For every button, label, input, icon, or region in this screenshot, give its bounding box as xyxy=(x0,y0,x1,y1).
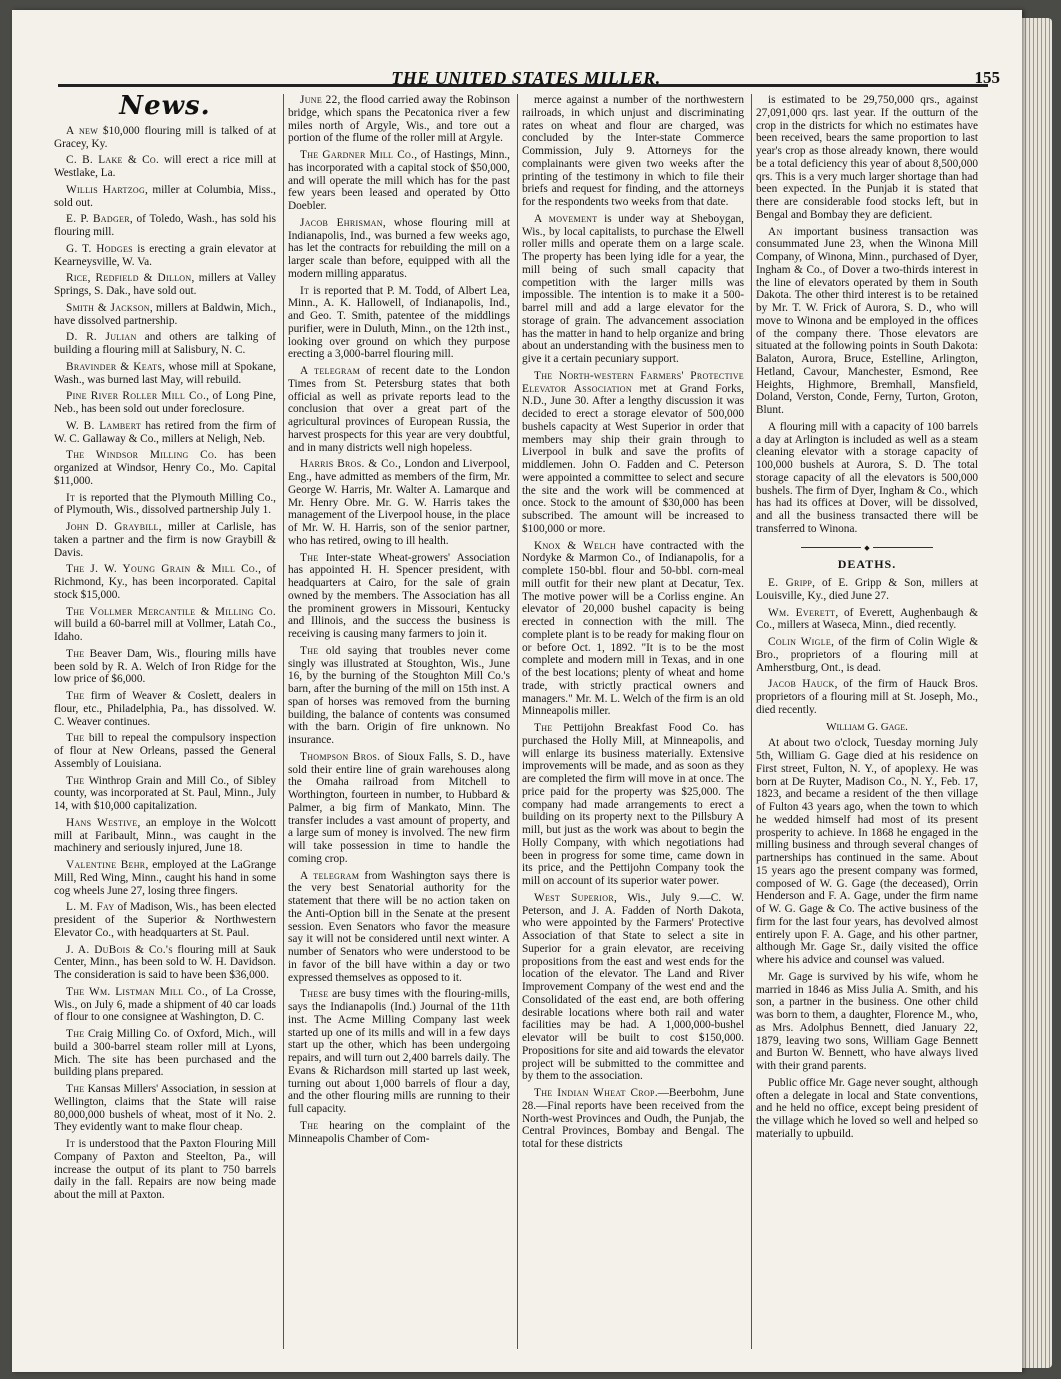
news-item xyxy=(54,302,276,328)
item-lead: The Vollmer Mercantile & Milling Co. xyxy=(66,605,276,618)
news-item xyxy=(54,361,276,387)
item-text: Winthrop Grain and Mill Co., of Sibley county, was incorporated at St. Paul, Minn., July 14, with $10,000 capitalization. xyxy=(54,774,276,812)
news-item xyxy=(54,243,276,269)
item-lead: Hans Westive xyxy=(66,816,138,829)
news-item xyxy=(54,1028,276,1079)
news-item xyxy=(288,149,510,213)
news-item xyxy=(54,690,276,728)
news-item xyxy=(54,184,276,210)
news-item xyxy=(54,606,276,644)
item-lead: John D. Graybill xyxy=(66,521,159,533)
item-lead: The J. W. Young Grain & Mill Co. xyxy=(66,563,259,576)
news-item xyxy=(522,722,744,888)
item-lead: Harris Bros. & Co. xyxy=(300,458,399,471)
item-text: flouring mill with a capacity of 100 barrels a day at Arlington is included as well as a steam cleaning elevator with a storage capacity of 100,000 bushels at Aurora, S. D. The total storage capacity of all the elevators is 500,000 bushels. The firm of Dyer, Ingham & Co., which has had its offices at Dover, will be dissolved, and all the business transacted there will be transferred to Winona. xyxy=(756,420,978,535)
news-item xyxy=(756,94,978,222)
news-item xyxy=(54,213,276,239)
item-lead: L. M. Fay xyxy=(66,901,115,914)
item-text: , of E. Gripp & Son, millers at Louisville, Ky., died June 27. xyxy=(756,577,978,602)
item-text: of Madison, Wis., has been elected president of the Superior & Northwestern Elevator Co., with headquarters at St. Paul. xyxy=(54,901,276,939)
item-lead: The xyxy=(300,551,319,564)
item-lead: The xyxy=(300,1119,319,1132)
item-lead: E. P. Badger xyxy=(66,213,130,226)
item-text: will erect a rice mill at Westlake, La. xyxy=(54,154,276,179)
item-text: , whose flouring mill at Indianapolis, Ind., was burned a few weeks ago, has let the contracts for rebuilding the mill on a larger scale than before, equipped with all the modern milling apparatus. xyxy=(288,216,510,280)
news-item xyxy=(522,213,744,366)
item-text: old saying that troubles never come singly was illustrated at Stoughton, Wis., June 16, by the burning of the Stoughton Mill Co.'s barn, after the burning of the mill on 15th inst. A span of horses was removed from the burning building, the balance of contents was consumed with the barn. Origin of fire unknown. No insurance. xyxy=(288,644,510,746)
column-3-items xyxy=(522,94,744,1151)
column-4-items xyxy=(756,94,978,536)
item-text: is under way at Sheboygan, Wis., by local capitalists, to purchase the Elwell roller mills and operate them on a large scale. The property has been lying idle for a year, the mill being of such small capacity that competition with the larger mills was impossible. The intention is to make it a 500-barrel mill and add a large elevator for the storage of grain. The advancement association has the matter in hand to help organize and bring about an understanding with the business men to give it a certain pecuniary support. xyxy=(522,212,744,365)
deaths-heading: DEATHS. xyxy=(837,557,897,572)
item-lead: June 22 xyxy=(300,94,338,106)
item-lead: Colin Wigle xyxy=(768,636,832,649)
item-lead: Rice, Redfield & Dillon xyxy=(66,272,192,285)
item-text: Inter-state Wheat-growers' Association has appointed H. H. Spencer president, with headquarters at Cairo, for the sale of grain owned by the members. The Association has all the prominent growers in Missouri, Kentucky and Illinois, and the success the business is receiving is causing many farmers to join it. xyxy=(288,551,510,640)
item-text: is reported that the Plymouth Milling Co., of Plymouth, Wis., dissolved partnership July 1. xyxy=(54,491,276,517)
item-text: will build a 60-barrel mill at Vollmer, Latah Co., Idaho. xyxy=(54,618,276,643)
news-item xyxy=(54,1083,276,1134)
news-item xyxy=(54,648,276,686)
item-text: hearing on the complaint of the Minneapolis Chamber of Com- xyxy=(288,1119,510,1145)
news-item xyxy=(756,607,978,633)
news-item xyxy=(756,737,978,967)
news-item xyxy=(54,521,276,559)
item-lead: Valentine Behr xyxy=(66,859,146,871)
item-lead: A xyxy=(768,420,777,433)
news-item xyxy=(756,971,978,1073)
item-lead: W. B. Lambert xyxy=(66,419,142,432)
page-number: 155 xyxy=(974,68,1000,87)
item-text: is reported that P. M. Todd, of Albert Lea, Minn., A. K. Hallowell, of Indianapolis, Ind., and Geo. T. Smith, patentee of the middlings purifier, were in Duluth, Minn., on the 12th inst., looking over ground on which they purpose erecting a 3,000-barrel flouring mill. xyxy=(288,284,510,361)
item-text: Mr. Gage is survived by his wife, whom he married in 1846 as Miss Julia A. Smith, and his son, a partner in the business. One other child was born to them, a daughter, Florence M., who, as Mrs. Adolphus Bennett, died January 22, 1879, leaving two sons, William Gage Bennett and Burton W. Bennett, who have always lived with their grand parents. xyxy=(756,970,978,1073)
item-text: bill to repeal the compulsory inspection of flour at New Orleans, passed the General Assembly of Louisiana. xyxy=(54,732,276,770)
item-text: are busy times with the flouring-mills, says the Indianapolis (Ind.) Journal of the 11th inst. The Acme Milling Company last week started up one of its mills and will in a few days start up the other, which has been undergoing repairs, and will turn out 2,400 barrels daily. The Evans & Richardson mill started up last week, turning out about 1,000 barrels of flour a day, and the other flouring mills are running to their full capacity. xyxy=(288,988,510,1115)
news-item xyxy=(756,636,978,674)
item-lead: The xyxy=(66,1028,85,1040)
item-text: of Sioux Falls, S. D., have sold their entire line of grain warehouses along the Omaha railroad from Mitchell to Worthington, fourteen in number, to Hubbard & Palmer, a big firm of Mankato, Minn. The transfer includes a vast amount of property, and a large sum of money is involved. The new firm will take possession in time to handle the coming crop. xyxy=(288,750,510,865)
item-lead: C. B. Lake & Co. xyxy=(66,154,160,167)
news-item xyxy=(522,892,744,1083)
item-text: $10,000 flouring mill is talked of at Gracey, Ky. xyxy=(54,124,276,150)
item-text: , millers at Baldwin, Mich., have dissolved partnership. xyxy=(54,301,276,327)
item-lead: The xyxy=(300,644,319,657)
news-item xyxy=(54,272,276,298)
news-item xyxy=(756,577,978,603)
header-rule xyxy=(58,84,988,87)
item-lead: The xyxy=(534,722,553,734)
column-4 xyxy=(756,94,978,1349)
running-head xyxy=(52,62,1000,92)
news-item xyxy=(288,458,510,547)
news-item xyxy=(54,449,276,487)
item-lead: Bravinder & Keats xyxy=(66,360,163,373)
item-lead: Smith & Jackson xyxy=(66,301,150,314)
item-lead: It xyxy=(66,1138,76,1150)
page-edges xyxy=(1022,18,1052,1368)
item-lead: The xyxy=(66,732,85,745)
item-text: , of Richmond, Ky., has been incorporated. Capital stock $15,000. xyxy=(54,563,276,601)
item-lead: The Windsor Milling Co. xyxy=(66,449,218,462)
news-item xyxy=(54,331,276,357)
column-2 xyxy=(288,94,510,1349)
item-lead: The xyxy=(66,1083,85,1095)
item-lead: A telegram xyxy=(300,869,360,882)
item-text: have contracted with the Nordyke & Marmon Co., of Indianapolis, for a complete 150-bbl. flour and 50-bbl. corn-meal mill outfit for their new plant at Decatur, Tex. The motive power will be a Corliss engine. An elevator of 20,000 bushel capacity is being erected in connection with the mill. The complete plant is to be ready for making flour on or before Oct. 1, 1892. "It is to be the most complete and modern mill in Texas, and in one of the best locations; plenty of wheat and home trade, with strictly practical owners and managers." Mr. M. L. Welch of the firm is an old Minneapolis miller. xyxy=(522,539,744,718)
news-item xyxy=(54,1138,276,1202)
item-lead: Knox & Welch xyxy=(534,539,617,552)
deaths-items xyxy=(756,577,978,717)
item-text: , of Long Pine, Neb., has been sold out under foreclosure. xyxy=(54,390,276,415)
news-item xyxy=(54,859,276,897)
news-item xyxy=(54,944,276,982)
news-item xyxy=(288,870,510,985)
item-lead: These xyxy=(300,988,329,1001)
news-item xyxy=(54,492,276,518)
item-text: , an employe in the Wolcott mill at Faribault, Minn., was caught in the machinery and seriously injured, June 18. xyxy=(54,816,276,855)
column-rule xyxy=(751,94,752,1349)
news-item xyxy=(54,775,276,813)
column-rule xyxy=(517,94,518,1349)
column-1 xyxy=(54,94,276,1349)
news-item xyxy=(522,370,744,536)
news-item xyxy=(522,94,744,209)
item-text: merce against a number of the northwestern railroads, in which unjust and discriminating rates on wheat and flour are charged, was concluded by the Inter-state Commerce Commission, July 9. Attorneys for the complainants were given two weeks after the printing of the testimony in which to file their briefs and request for finding, and the attorneys for the respondents two weeks from that date. xyxy=(522,94,744,208)
news-masthead: News. xyxy=(119,94,211,121)
item-lead: Jacob Ehrisman xyxy=(300,216,383,229)
item-lead: Wm. Everett xyxy=(768,606,836,619)
item-text: , employed at the LaGrange Mill, Red Wing, Minn., caught his hand in some cog wheels June 27, losing three fingers. xyxy=(54,859,276,897)
item-lead: West Superior xyxy=(534,891,614,904)
news-item xyxy=(54,986,276,1024)
item-text: , miller at Carlisle, has taken a partner and the firm is now Graybill & Davis. xyxy=(54,521,276,559)
news-item xyxy=(54,125,276,151)
item-text: Craig Milling Co. of Oxford, Mich., will build a 300-barrel steam roller mill at Lyons, Mich. The site has been purchased and the building plans prepared. xyxy=(54,1028,276,1079)
news-item xyxy=(54,390,276,416)
column-2-items xyxy=(288,94,510,1145)
news-item xyxy=(756,1077,978,1141)
news-item xyxy=(54,901,276,939)
item-text: .—Beerbohm, June 28.—Final reports have been received from the North-west Provinces and Oudh, the Punjab, the Central Provinces, Bombay and Bengal. The total for these districts xyxy=(522,1087,744,1150)
item-lead: A new xyxy=(66,124,99,137)
news-item xyxy=(54,563,276,601)
news-item xyxy=(54,817,276,855)
item-text: At about two o'clock, Tuesday morning July 5th, William G. Gage died at his residence on First street, Fulton, N. Y., of apoplexy. He was born at De Ruyter, Madison Co., N. Y., Feb. 17, 1823, and became a resident of the then village of Fulton 43 years ago, when the town to which he wedded himself had most of its present prosperity to achieve. In 1868 he engaged in the milling business and through several changes of partnerships has continued in the same. About 15 years ago the present company was formed, composed of W. G. Gage (the deceased), Orrin Henderson and F. A. Gage, under the firm name of W. G. Gage & Co. The active business of the firm for the last four years, has devolved almost entirely upon F. A. Gage, and his other partner, although Mr. Gage Sr., daily visited the office where his advice and counsel was valued. xyxy=(756,737,978,967)
item-text: from Washington says there is the very best Senatorial authority for the statement that there will be no action taken on the Anti-Option bill in the Senate at the present session. Even Senators who favor the measure say it will not be considered until next winter. A number of Senators who were understood to be in favor of the bill have within a day or two expressed themselves as opposed to it. xyxy=(288,869,510,984)
item-text: of recent date to the London Times from St. Petersburg states that both official as well as private reports lead to the conclusion that over a great part of the agricultural provinces of European Russia, the harvest prospects for this year are very doubtful, and in many districts well nigh hopeless. xyxy=(288,365,510,454)
item-lead: Pine River Roller Mill Co. xyxy=(66,390,207,403)
news-item xyxy=(522,1087,744,1151)
item-text: firm of Weaver & Coslett, dealers in flour, etc., Philadelphia, Pa., has dissolved. W. C. Weaver continues. xyxy=(54,690,276,728)
item-lead: It xyxy=(300,284,310,297)
running-title: THE UNITED STATES MILLER. xyxy=(391,68,661,88)
item-lead: The North-western Farmers' Protective Elevator Association xyxy=(522,369,744,395)
item-text: is erecting a grain elevator at Kearneysville, W. Va. xyxy=(54,242,276,268)
item-lead: E. Gripp xyxy=(768,577,813,590)
item-lead: The Wm. Listman Mill Co. xyxy=(66,985,206,998)
item-lead: The Indian Wheat Crop xyxy=(534,1087,655,1099)
item-lead: The xyxy=(66,690,85,702)
news-item xyxy=(288,285,510,362)
item-text: Kansas Millers' Association, in session at Wellington, claims that the State will raise 80,000,000 bushels of wheat, most of it No. 2. They evidently want to make flour cheap. xyxy=(54,1083,276,1134)
news-item xyxy=(288,94,510,145)
item-text: , of Everett, Aughenbaugh & Co., millers at Waseca, Minn., died recently. xyxy=(756,606,978,632)
item-lead: It xyxy=(66,491,76,504)
news-item xyxy=(288,751,510,866)
item-lead: An xyxy=(768,225,783,238)
obituary-items xyxy=(756,737,978,1140)
item-lead: A telegram xyxy=(300,365,361,377)
item-text: has retired from the firm of W. C. Gallaway & Co., millers at Neligh, Neb. xyxy=(54,419,276,445)
item-lead: A movement xyxy=(534,212,598,225)
item-lead: The xyxy=(66,647,85,660)
section-divider: ◆ xyxy=(756,542,978,555)
news-item xyxy=(756,678,978,716)
item-text: is estimated to be 29,750,000 qrs., against 27,091,000 qrs. last year. If the outturn of the crop in the districts for which no estimates have been received, bears the same proportion to last year's crop as those already known, there would be a total deficiency this year of about 8,500,000 qrs. This is a very much larger shortage than had been expected. In the Punjab it is stated that there are considerable food stocks left, but in Bengal and Bombay they are deficient. xyxy=(756,94,978,221)
item-text: , millers at Valley Springs, S. Dak., have sold out. xyxy=(54,272,276,297)
obituary-heading: William G. Gage. xyxy=(826,720,908,733)
item-text: Beaver Dam, Wis., flouring mills have been sold by R. A. Welch of Iron Ridge for the low price of $6,000. xyxy=(54,647,276,686)
news-item xyxy=(756,226,978,417)
column-rule xyxy=(283,94,284,1349)
news-item xyxy=(288,988,510,1116)
item-text: Public office Mr. Gage never sought, although often a delegate in local and State conventions, and he held no office, except being president of the village which he loved so well and helped so materially to upbuild. xyxy=(756,1076,978,1140)
item-lead: D. R. Julian xyxy=(66,331,137,344)
news-item xyxy=(288,1120,510,1146)
item-text: Pettijohn Breakfast Food Co. has purchased the Holly Mill, at Minneapolis, and will enlarge its business materially. Extensive improvements will be made, and as soon as they are completed the firm will move in at once. The price paid for the property was $25,000. The company had made arrangements to erect a building on its property next to the Pillsbury A mill, but just as the work was about to begin the Holly Company, with which negotiations had been in progress for some time, came down in its price, and the Pettijohn Company took the mill on account of its superior water power. xyxy=(522,722,744,887)
column-1-items xyxy=(54,125,276,1202)
item-text: , of the firm of Hauck Bros. proprietors of a flouring mill at St. Joseph, Mo., died recently. xyxy=(756,678,978,716)
item-text: , London and Liverpool, Eng., have admitted as members of the firm, Mr. George W. Harris, Mr. Walter A. Lamarque and Mr. Henry Obre. Mr. G. W. Harris takes the management of the Liverpool house, in the place of Mr. W. H. Harris, son of the senior partner, who has retired, owing to ill health. xyxy=(288,458,510,547)
item-text: , of Toledo, Wash., has sold his flouring mill. xyxy=(54,213,276,238)
item-text: , Wis., July 9.—C. W. Peterson, and J. A. Fadden of North Dakota, who were appointed by the Farmers' Protective Association of that State to select a site in Superior for a grain elevator, are receiving propositions from the east and west ends for the location of the elevator. The Land and River Improvement Company of the west end and the Consolidated of the east end, are both offering desirable locations where both rail and water facilities may be had. A 1,000,000-bushel elevator will be built to cost $150,000. Propositions for site and aid towards the elevator project will be submitted to the committee and by them to the association. xyxy=(522,891,744,1083)
news-item xyxy=(54,154,276,180)
item-text: , miller at Columbia, Miss., sold out. xyxy=(54,183,276,209)
item-lead: J. A. DuBois & Co.'s xyxy=(66,943,173,956)
item-text: important business transaction was consummated June 23, when the Winona Mill Company, of Winona, Minn., purchased of Dyer, Ingham & Co., of Dover a two-thirds interest in the line of elevators operated by them in South Dakota. The other third interest is to be retained by Mr. T. W. Frick of Aurora, S. D., who will move to Winona and be employed in the offices of the company there. Those elevators are situated at the following points in South Dakota: Balaton, Aurora, Bruce, Estelline, Arlington, Hetland, Cavour, Manchester, Esmond, Ree Heights, Highmore, Bremhall, Mansfield, Doland, Verston, Conde, Ferny, Turton, Groton, Blunt. xyxy=(756,225,978,416)
news-item xyxy=(54,732,276,770)
item-text: , the flood carried away the Robinson bridge, which spans the Pecatonica river a few miles north of Argyle, Wis., and tore out a portion of the flume of the roller mill at Argyle. xyxy=(288,94,510,145)
item-text: , of La Crosse, Wis., on July 6, made a shipment of 40 car loads of flour to one consignee at Washington, D. C. xyxy=(54,985,276,1024)
news-item xyxy=(522,540,744,719)
item-text: , of the firm of Colin Wigle & Bro., proprietors of a flouring mill at Amherstburg, Ont., is dead. xyxy=(756,636,978,674)
news-item xyxy=(288,365,510,454)
item-text: flouring mill at Sauk Center, Minn., has been sold to W. H. Davidson. The consideration is said to have been $36,000. xyxy=(54,943,276,981)
news-item xyxy=(756,421,978,536)
item-lead: G. T. Hodges xyxy=(66,242,133,255)
item-text: , whose mill at Spokane, Wash., was burned last May, will rebuild. xyxy=(54,360,276,386)
item-lead: Thompson Bros. xyxy=(300,750,381,763)
item-text: , of Hastings, Minn., has incorporated with a capital stock of $50,000, and will operate the mill which has for the past few years been leased and operated by Otto Doebler. xyxy=(288,149,510,212)
item-lead: Jacob Hauck xyxy=(768,678,835,691)
item-text: has been organized at Windsor, Henry Co., Mo. Capital $11,000. xyxy=(54,449,276,487)
item-lead: The xyxy=(66,774,85,787)
item-text: and others are talking of building a flouring mill at Salisbury, N. C. xyxy=(54,331,276,356)
news-item xyxy=(288,217,510,281)
news-item xyxy=(288,645,510,747)
news-item xyxy=(288,552,510,641)
item-text: met at Grand Forks, N.D., June 30. After a lengthy discussion it was decided to erect a storage elevator of 500,000 bushels capacity at West Superior in order that members may ship their grain through to Liverpool in bulk and save the profits of middlemen. John O. Fadden and C. Peterson were appointed a committee to select and secure the site and the work will be commenced at once. Stock to the amount of $30,000 has been subscribed. The amount will be increased to $100,000 or more. xyxy=(522,382,744,535)
item-text: is understood that the Paxton Flouring Mill Company of Paxton and Steelton, Pa., will increase the output of its plant to 750 barrels daily in the fall. Repairs are now being made about the mill at Paxton. xyxy=(54,1138,276,1201)
item-lead: Willis Hartzog xyxy=(66,183,146,196)
news-item xyxy=(54,420,276,446)
column-3 xyxy=(522,94,744,1349)
item-lead: The Gardner Mill Co. xyxy=(300,149,415,161)
